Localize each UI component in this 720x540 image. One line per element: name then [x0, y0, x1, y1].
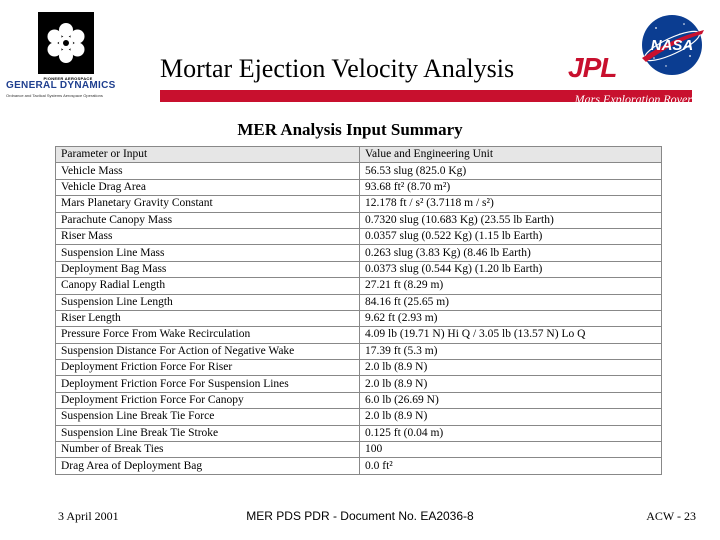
parameter-cell: Pressure Force From Wake Recirculation — [56, 327, 360, 343]
column-header-parameter: Parameter or Input — [56, 147, 360, 163]
value-cell: 6.0 lb (26.69 N) — [360, 392, 662, 408]
parameter-cell: Suspension Line Break Tie Stroke — [56, 425, 360, 441]
parameter-cell: Number of Break Ties — [56, 442, 360, 458]
value-cell: 100 — [360, 442, 662, 458]
value-cell: 12.178 ft / s² (3.7118 m / s²) — [360, 196, 662, 212]
general-dynamics-subtext: Ordnance and Tactical Systems Aerospace Operations — [6, 93, 103, 98]
table-row — [56, 376, 662, 392]
value-cell: 2.0 lb (8.9 N) — [360, 409, 662, 425]
parameter-cell: Suspension Line Mass — [56, 245, 360, 261]
value-cell: 0.0357 slug (0.522 Kg) (1.15 lb Earth) — [360, 228, 662, 244]
parameter-cell: Suspension Line Length — [56, 294, 360, 310]
footer-page-number: ACW - 23 — [646, 509, 696, 523]
value-cell: 0.0373 slug (0.544 Kg) (1.20 lb Earth) — [360, 261, 662, 277]
input-summary-table — [55, 146, 662, 475]
table-row — [56, 196, 662, 212]
jpl-logo: JPL — [568, 52, 617, 83]
table-row — [56, 278, 662, 294]
value-cell: 0.125 ft (0.04 m) — [360, 425, 662, 441]
parameter-cell: Suspension Distance For Action of Negative Wake — [56, 343, 360, 359]
parameter-cell: Vehicle Mass — [56, 163, 360, 179]
table-row — [56, 228, 662, 244]
value-cell: 93.68 ft² (8.70 m²) — [360, 179, 662, 195]
table-row — [56, 425, 662, 441]
parameter-cell: Riser Length — [56, 310, 360, 326]
logo-group — [6, 8, 124, 108]
footer-document-number: MER PDS PDR - Document No. EA2036-8 — [246, 509, 474, 523]
table-row — [56, 212, 662, 228]
summary-title: MER Analysis Input Summary — [237, 120, 463, 139]
table-row — [56, 163, 662, 179]
pioneer-logo — [38, 12, 94, 74]
value-cell: 2.0 lb (8.9 N) — [360, 376, 662, 392]
table-row — [56, 409, 662, 425]
table-row — [56, 179, 662, 195]
parameter-cell: Deployment Friction Force For Suspension Lines — [56, 376, 360, 392]
mission-subtitle: Mars Exploration Rover — [574, 92, 692, 106]
parameter-cell: Suspension Line Break Tie Force — [56, 409, 360, 425]
page-title: Mortar Ejection Velocity Analysis — [160, 54, 515, 83]
parameter-cell: Deployment Friction Force For Riser — [56, 360, 360, 376]
table-row — [56, 310, 662, 326]
general-dynamics-logo: GENERAL DYNAMICS — [6, 80, 116, 91]
parameter-cell: Canopy Radial Length — [56, 278, 360, 294]
svg-text:NASA: NASA — [650, 37, 694, 54]
parameter-cell: Drag Area of Deployment Bag — [56, 458, 360, 474]
parameter-cell: Deployment Bag Mass — [56, 261, 360, 277]
footer-date: 3 April 2001 — [58, 509, 119, 523]
table-row — [56, 327, 662, 343]
value-cell: 56.53 slug (825.0 Kg) — [360, 163, 662, 179]
value-cell: 84.16 ft (25.65 m) — [360, 294, 662, 310]
table-row — [56, 458, 662, 474]
table-header-row — [56, 147, 662, 163]
pioneer-logo-text: PIONEER AEROSPACE — [43, 76, 93, 81]
table-row — [56, 294, 662, 310]
value-cell: 0.0 ft² — [360, 458, 662, 474]
table-row — [56, 261, 662, 277]
table-row — [56, 343, 662, 359]
value-cell: 4.09 lb (19.71 N) Hi Q / 3.05 lb (13.57 N) Lo Q — [360, 327, 662, 343]
value-cell: 2.0 lb (8.9 N) — [360, 360, 662, 376]
parameter-cell: Deployment Friction Force For Canopy — [56, 392, 360, 408]
table-row — [56, 245, 662, 261]
value-cell: 0.7320 slug (10.683 Kg) (23.55 lb Earth) — [360, 212, 662, 228]
nasa-logo — [636, 10, 708, 80]
value-cell: 0.263 slug (3.83 Kg) (8.46 lb Earth) — [360, 245, 662, 261]
parameter-cell: Mars Planetary Gravity Constant — [56, 196, 360, 212]
table-row — [56, 442, 662, 458]
value-cell: 27.21 ft (8.29 m) — [360, 278, 662, 294]
parameter-cell: Parachute Canopy Mass — [56, 212, 360, 228]
table-row — [56, 392, 662, 408]
value-cell: 17.39 ft (5.3 m) — [360, 343, 662, 359]
table-row — [56, 360, 662, 376]
flower-emblem-icon — [38, 12, 94, 74]
parameter-cell: Riser Mass — [56, 228, 360, 244]
value-cell: 9.62 ft (2.93 m) — [360, 310, 662, 326]
parameter-cell: Vehicle Drag Area — [56, 179, 360, 195]
column-header-value: Value and Engineering Unit — [360, 147, 662, 163]
